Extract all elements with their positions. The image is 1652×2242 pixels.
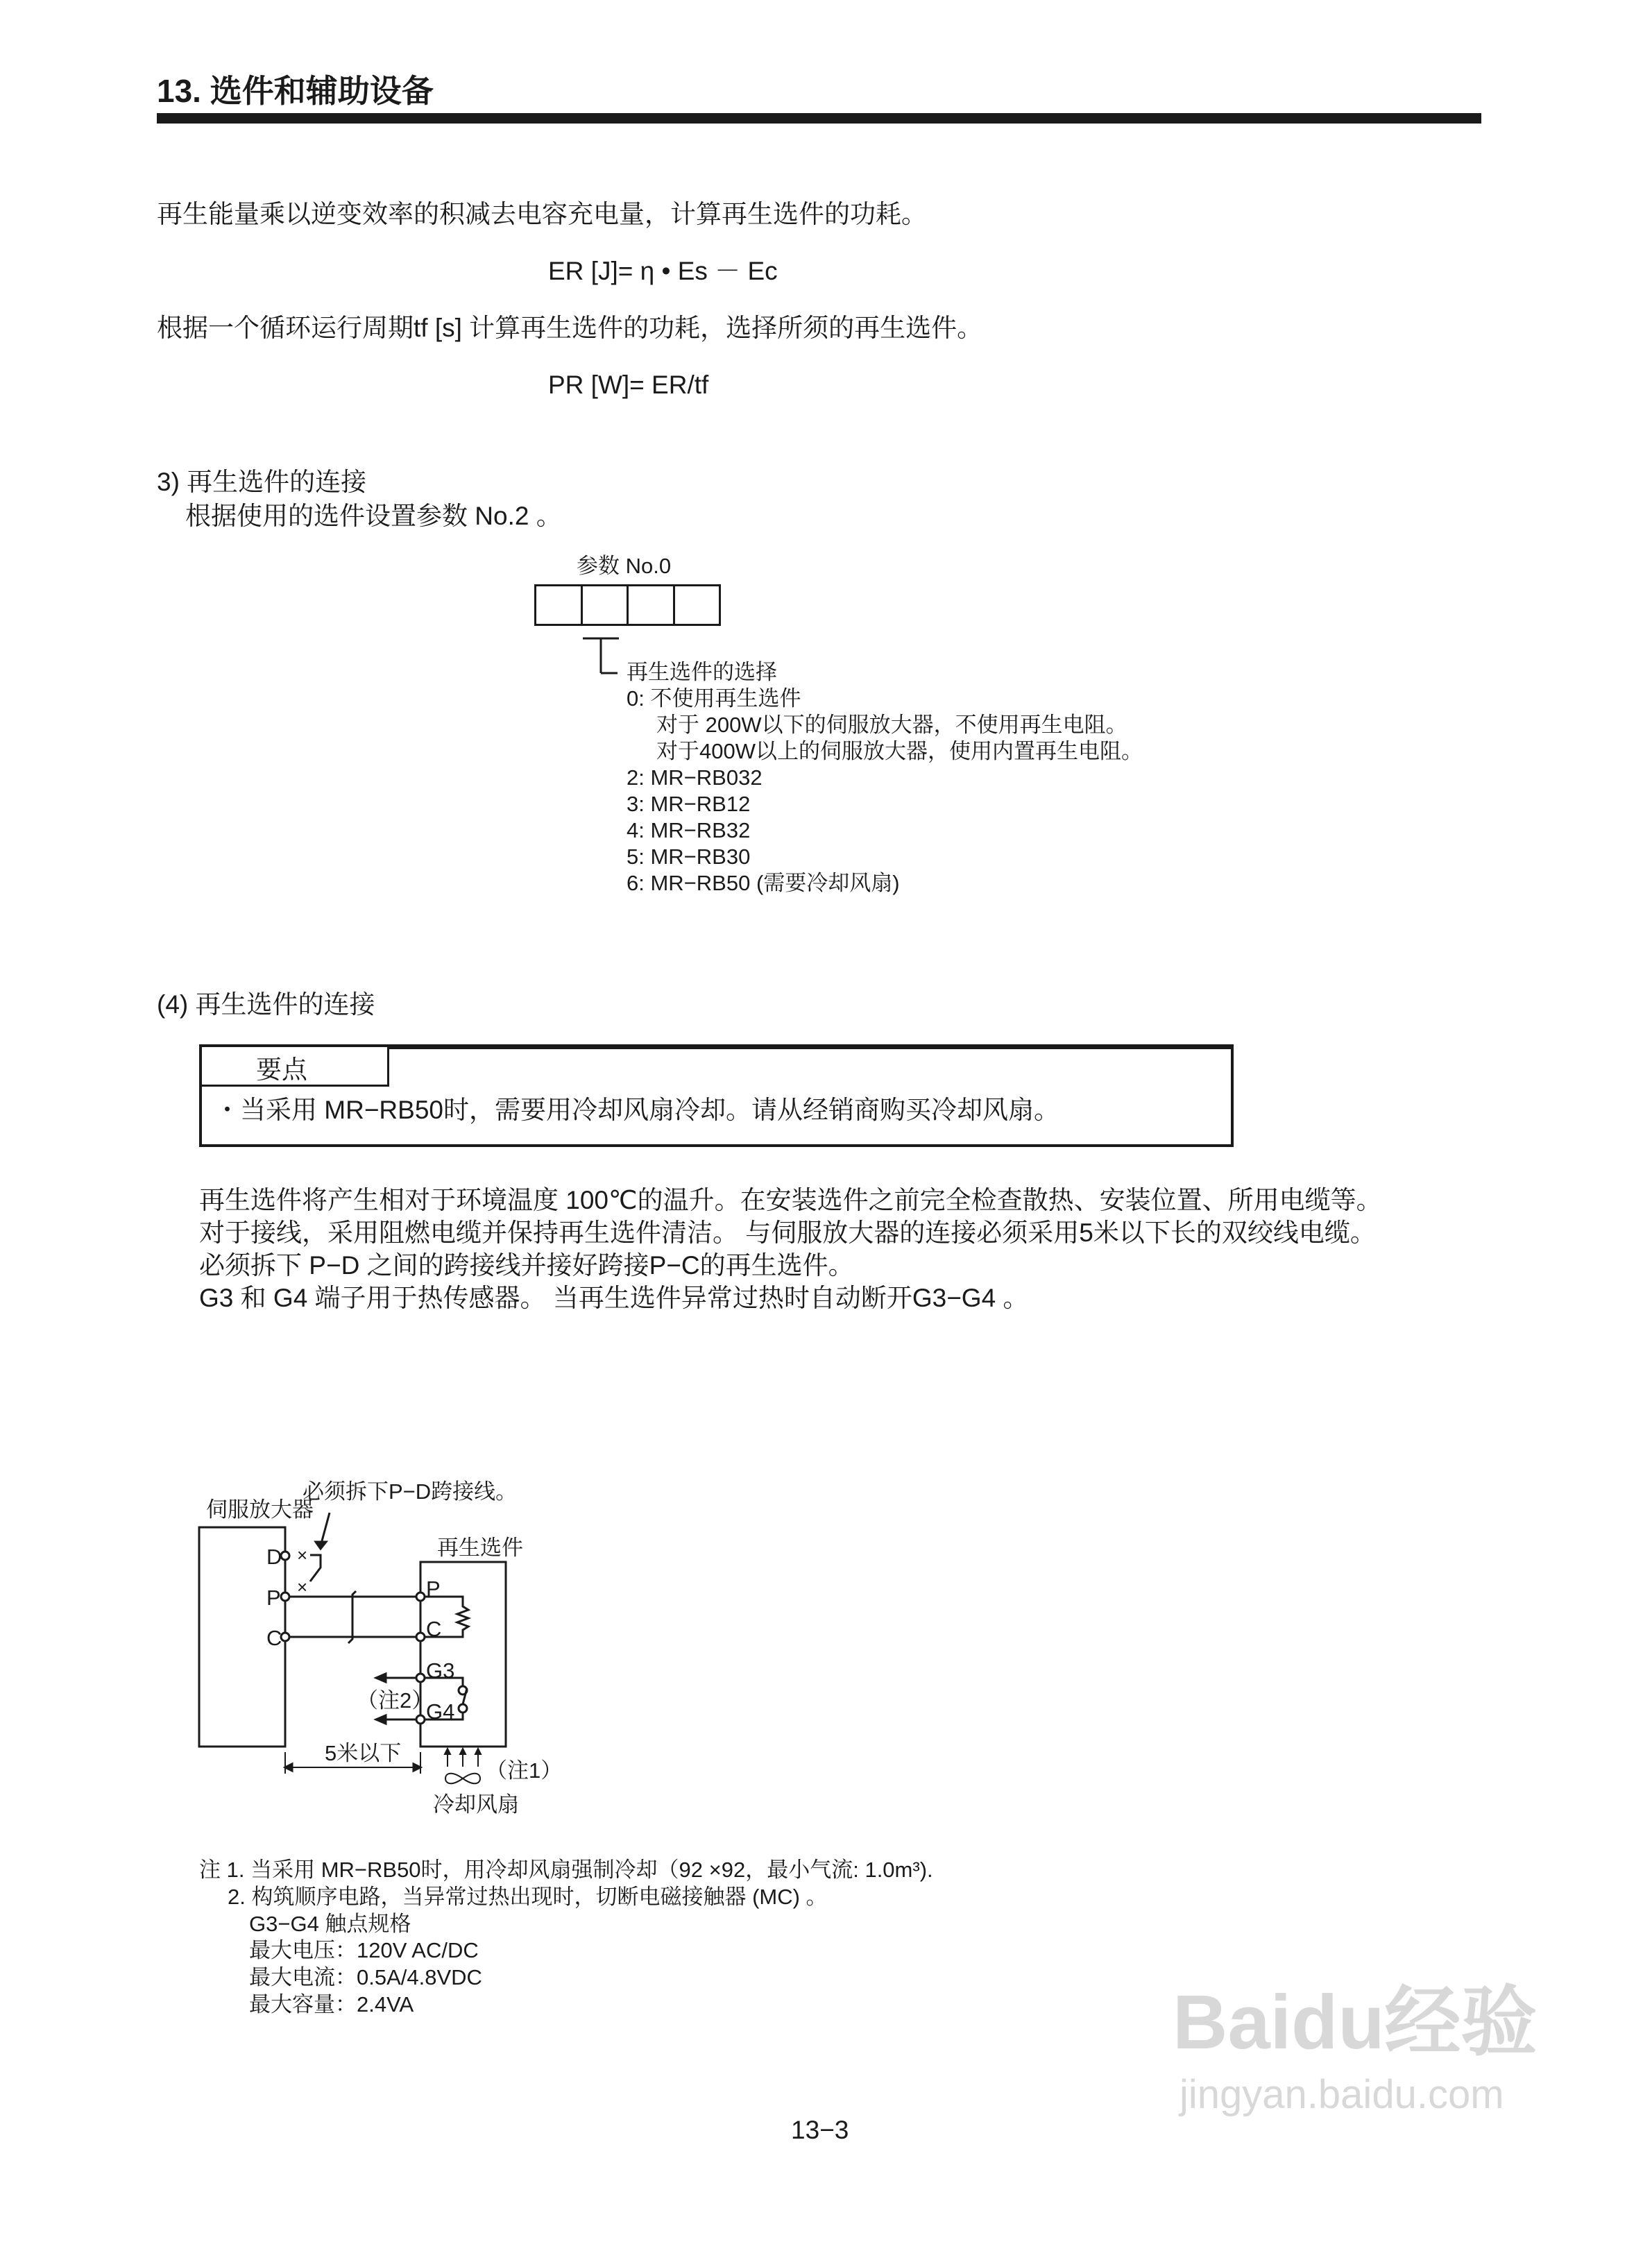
page-number: 13−3 <box>791 2116 849 2144</box>
svg-text:×: × <box>297 1545 308 1565</box>
note-item: 最大电压：120V AC/DC <box>249 1938 479 1962</box>
note1-reference: （注1） <box>486 1758 563 1783</box>
intro-text: 再生能量乘以逆变效率的积减去电容充电量，计算再生选件的功耗。 <box>157 200 927 228</box>
option-item: 6: MR−RB50 (需要冷却风扇) <box>627 871 900 895</box>
airflow-arrows-icon <box>445 1749 481 1767</box>
terminal-label: C <box>426 1617 442 1641</box>
paragraph: 必须拆下 P−D 之间的跨接线并接好跨接P−C的再生选件。 <box>199 1251 854 1280</box>
svg-text:×: × <box>297 1577 308 1597</box>
terminal-label: P <box>266 1586 281 1610</box>
terminal-label: C <box>266 1626 282 1650</box>
section3-desc: 根据使用的选件设置参数 No.2 。 <box>185 502 562 530</box>
option-item: 对于400W以上的伺服放大器，使用内置再生电阻。 <box>656 739 1143 763</box>
note-item: 最大电流：0.5A/4.8VDC <box>249 1965 482 1989</box>
note-item: 注 1. 当采用 MR−RB50时，用冷却风扇强制冷却（92 ×92，最小气流: 1.0m³). <box>199 1858 933 1882</box>
section4-title: (4) 再生选件的连接 <box>157 990 375 1019</box>
terminal-label: G4 <box>426 1699 455 1724</box>
option-item: 0: 不使用再生选件 <box>627 686 801 711</box>
distance-label: 5米以下 <box>325 1741 402 1765</box>
note-item: 2. 构筑顺序电路，当异常过热出现时，切断电磁接触器 (MC) 。 <box>228 1885 828 1909</box>
formula-pr: PR [W]= ER/tf <box>548 371 709 399</box>
watermark-url: jingyan.baidu.com <box>1180 2072 1504 2117</box>
param-label: 参数 No.0 <box>577 554 672 578</box>
paragraph: 再生选件将产生相对于环境温度 100℃的温升。在安装选件之前完全检查散热、安装位置、所用电缆等。 <box>199 1186 1382 1214</box>
point-label: 要点 <box>256 1055 307 1084</box>
formula-er: ER [J]= η • Es － Ec <box>548 257 778 285</box>
watermark-brand: Baidu经验 <box>1173 1980 1538 2065</box>
option-heading: 再生选件的选择 <box>627 660 777 684</box>
note-item: G3−G4 触点规格 <box>249 1912 411 1936</box>
jumper-note: 必须拆下P−D跨接线。 <box>303 1479 518 1504</box>
terminal-label: D <box>266 1545 282 1569</box>
intro-text-2: 根据一个循环运行周期tf [s] 计算再生选件的功耗，选择所须的再生选件。 <box>157 314 983 342</box>
option-item: 2: MR−RB032 <box>627 765 763 790</box>
paragraph: 对于接线，采用阻燃电缆并保持再生选件清洁。 与伺服放大器的连接必须采用5米以下长的双绞线电缆。 <box>199 1218 1376 1247</box>
terminal-label: P <box>426 1577 441 1601</box>
option-item: 5: MR−RB30 <box>627 844 751 869</box>
regen-option-label: 再生选件 <box>437 1536 523 1560</box>
option-item: 3: MR−RB12 <box>627 792 751 816</box>
section-heading: 13. 选件和辅助设备 <box>157 73 434 109</box>
note-item: 最大容量：2.4VA <box>249 1992 414 2016</box>
fan-label: 冷却风扇 <box>433 1792 519 1817</box>
servo-amp-label: 伺服放大器 <box>206 1497 314 1522</box>
option-item: 对于 200W以下的伺服放大器，不使用再生电阻。 <box>656 713 1127 737</box>
point-text: ・当采用 MR−RB50时，需要用冷却风扇冷却。请从经销商购买冷却风扇。 <box>214 1096 1059 1124</box>
paragraph: G3 和 G4 端子用于热传感器。 当再生选件异常过热时自动断开G3−G4 。 <box>199 1284 1029 1312</box>
option-item: 4: MR−RB32 <box>627 818 751 842</box>
fan-icon <box>445 1774 480 1783</box>
note2-reference: （注2） <box>357 1688 434 1713</box>
terminal-label: G3 <box>426 1658 455 1683</box>
section3-title: 3) 再生选件的连接 <box>157 468 367 496</box>
